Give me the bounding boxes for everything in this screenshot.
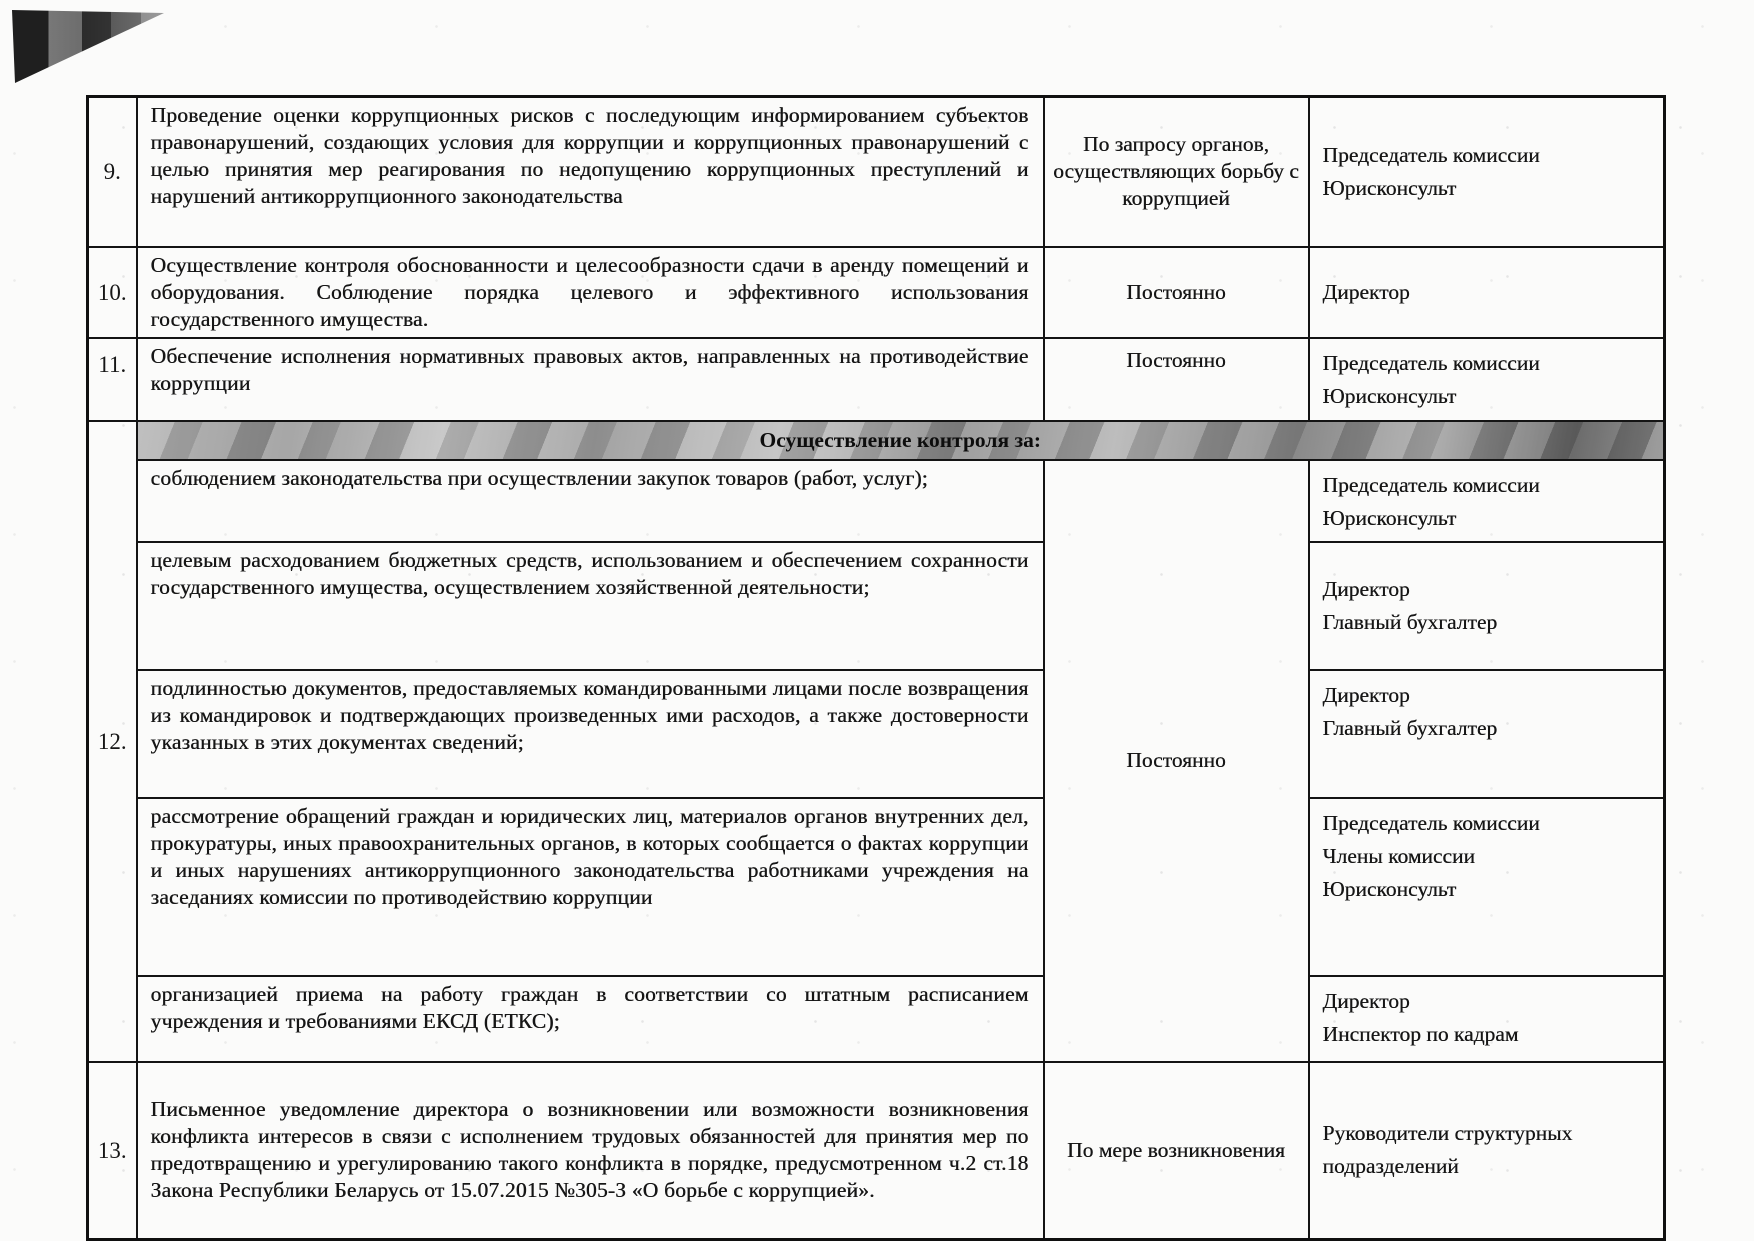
responsible-line: Юрисконсульт — [1322, 175, 1457, 200]
responsible-line: Председатель комиссии — [1322, 472, 1540, 497]
responsible-line: Руководители структурных подразделений — [1322, 1121, 1573, 1179]
table-row-12-2 — [88, 542, 1665, 670]
cell-timing: По мере возникновения — [1044, 1062, 1309, 1240]
responsible-line: Юрисконсульт — [1322, 383, 1457, 408]
table-row-9 — [88, 97, 1665, 247]
responsible-line: Юрисконсульт — [1322, 876, 1457, 901]
responsible-line: Члены комиссии — [1322, 843, 1475, 868]
responsible-line: Председатель комиссии — [1322, 350, 1540, 375]
cell-description: организацией приема на работу граждан в соответствии со штатным расписанием учреждения и требованиями ЕКСД (ЕТКС); — [137, 976, 1044, 1062]
section-band-title: Осуществление контроля за: — [137, 421, 1665, 460]
cell-responsible — [1309, 247, 1665, 338]
scan-artifact-icon — [6, 4, 206, 104]
table-row-12-band — [88, 421, 1665, 460]
responsible-line: Председатель комиссии — [1322, 142, 1540, 167]
cell-description: целевым расходованием бюджетных средств, использованием и обеспечением сохранности государственного имущества, осуществлением хозяйственной деятельности; — [137, 542, 1044, 670]
cell-responsible — [1309, 97, 1665, 247]
cell-description: Обеспечение исполнения нормативных правовых актов, направленных на противодействие коррупции — [137, 338, 1044, 421]
responsible-line: Главный бухгалтер — [1322, 609, 1498, 634]
cell-responsible — [1309, 670, 1665, 798]
cell-responsible — [1309, 1062, 1665, 1240]
table-row-11 — [88, 338, 1665, 421]
responsible-line: Директор — [1322, 576, 1410, 601]
cell-description: соблюдением законодательства при осуществлении закупок товаров (работ, услуг); — [137, 460, 1044, 542]
cell-responsible — [1309, 976, 1665, 1062]
cell-timing: По запросу органов, осуществляющих борьбу с коррупцией — [1044, 97, 1309, 247]
cell-number: 11. — [88, 338, 137, 421]
cell-number: 10. — [88, 247, 137, 338]
table-row-13 — [88, 1062, 1665, 1240]
cell-timing: Постоянно — [1044, 247, 1309, 338]
responsible-line: Председатель комиссии — [1322, 810, 1540, 835]
cell-description: Проведение оценки коррупционных рисков с последующим информированием субъектов правонарушений, создающих условия для коррупции и коррупционных правонарушений с целью принятия мер реагирования по недопущению коррупционных преступлений и нарушений антикоррупционного законодательства — [137, 97, 1044, 247]
cell-responsible — [1309, 798, 1665, 976]
responsible-line: Директор — [1322, 682, 1410, 707]
cell-timing: Постоянно — [1044, 460, 1309, 1062]
cell-description: Письменное уведомление директора о возникновении или возможности возникновения конфликта интересов в связи с исполнением трудовых обязанностей для принятия мер по предотвращению и урегулированию такого конфликта в порядке, предусмотренном ч.2 ст.18 Закона Республики Беларусь от 15.07.2015 №305-З «О борьбе с коррупцией». — [137, 1062, 1044, 1240]
anticorruption-plan-table — [86, 95, 1666, 1241]
responsible-line: Директор — [1322, 988, 1410, 1013]
cell-number: 9. — [88, 97, 137, 247]
cell-responsible — [1309, 542, 1665, 670]
responsible-line: Директор — [1322, 279, 1410, 304]
table-row-10 — [88, 247, 1665, 338]
table-row-12-1 — [88, 460, 1665, 542]
table-row-12-4 — [88, 798, 1665, 976]
cell-description: подлинностью документов, предоставляемых командированными лицами после возвращения из командировок и подтверждающих произведенных ими расходов, а также достоверности указанных в этих документах сведений; — [137, 670, 1044, 798]
responsible-line: Инспектор по кадрам — [1322, 1021, 1519, 1046]
cell-number: 12. — [88, 421, 137, 1062]
cell-responsible — [1309, 338, 1665, 421]
responsible-line: Юрисконсульт — [1322, 505, 1457, 530]
cell-number: 13. — [88, 1062, 137, 1240]
cell-responsible — [1309, 460, 1665, 542]
cell-description: рассмотрение обращений граждан и юридических лиц, материалов органов внутренних дел, прокуратуры, иных правоохранительных органов, в которых сообщается о фактах коррупции и иных нарушениях антикоррупционного законодательства работниками учреждения на заседаниях комиссии по противодействию коррупции — [137, 798, 1044, 976]
responsible-line: Главный бухгалтер — [1322, 715, 1498, 740]
table-row-12-3 — [88, 670, 1665, 798]
cell-description: Осуществление контроля обоснованности и целесообразности сдачи в аренду помещений и оборудования. Соблюдение порядка целевого и эффективного использования государственного имущества. — [137, 247, 1044, 338]
table-row-12-5 — [88, 976, 1665, 1062]
cell-timing: Постоянно — [1044, 338, 1309, 421]
